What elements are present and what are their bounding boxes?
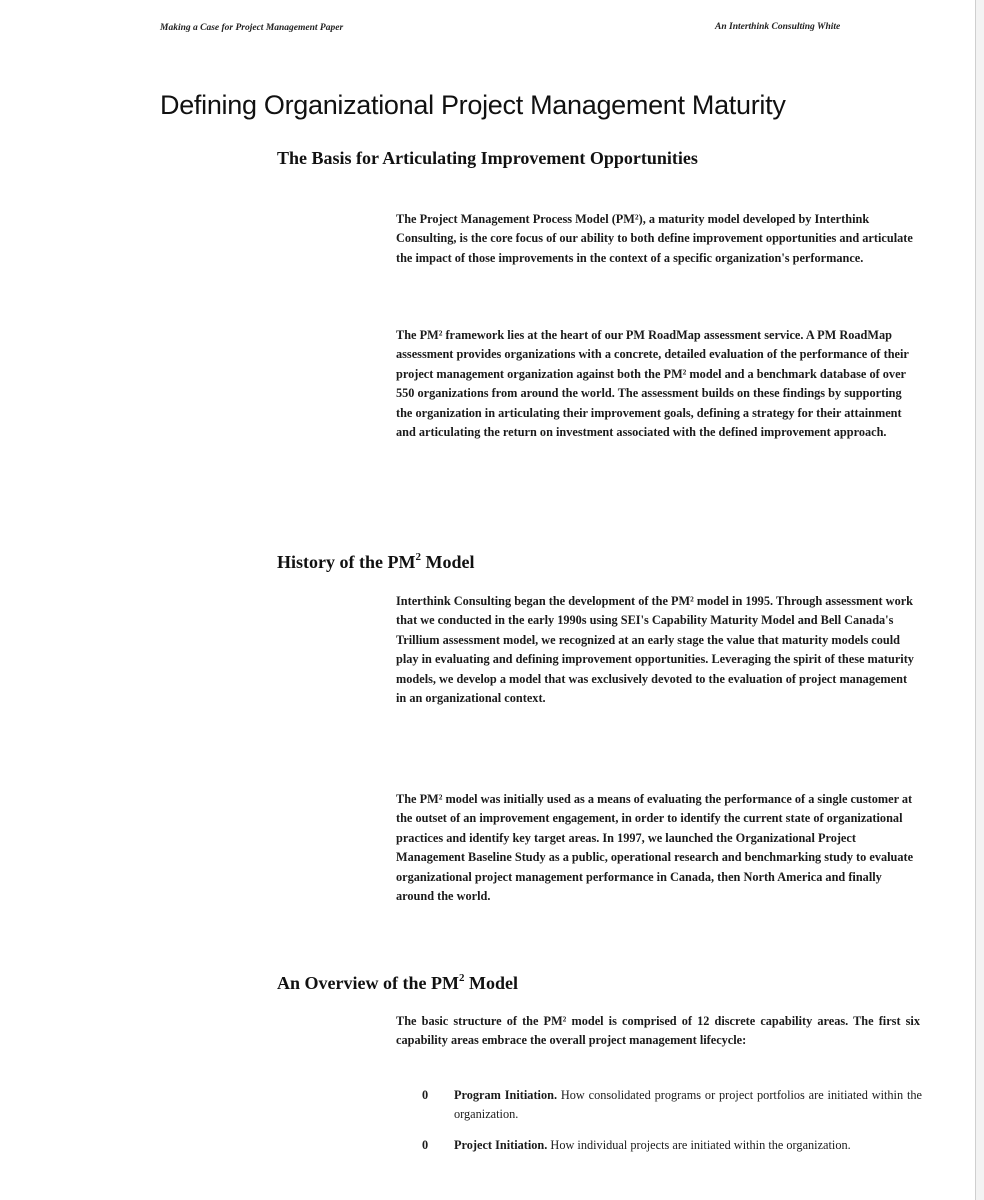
running-header-left: Making a Case for Project Management Paper <box>160 23 344 33</box>
section-heading-overview: An Overview of the $PM^2$ Model <box>277 972 518 993</box>
bullet-term: Program Initiation. <box>454 1088 558 1102</box>
paragraph-history-1: Interthink Consulting began the development of the PM² model in 1995. Through assessment work that we conducted in the early 1990s using SEI's Capability Maturity Model and Bell Canada's Trillium assessment model, we recognized at an early stage the value that maturity models could play in evaluating and defining improvement opportunities. Leveraging the spirit of these maturity models, we develop a model that was exclusively devoted to the evaluation of project management in an organizational context. <box>396 594 914 706</box>
paragraph-basis-1: The Project Management Process Model (PM²), a maturity model developed by Interthink Consulting, is the core focus of our ability to both define improvement opportunities and articulate the impact of those improvements in the context of a specific organization's performance. <box>396 212 913 265</box>
running-header-right: An Interthink Consulting White <box>715 22 841 32</box>
section-heading-history: History of the $PM^2$ Model <box>277 551 475 572</box>
paragraph-history-2: The PM² model was initially used as a means of evaluating the performance of a single customer at the outset of an improvement engagement, in order to identify the current state of organizational practices and identify key target areas. In 1997, we launched the Organizational Project Management Baseline Study as a public, operational research and benchmarking study to evaluate organizational project management performance in Canada, then North America and finally around the world. <box>396 792 914 904</box>
paragraph-basis-2: The PM² framework lies at the heart of our PM RoadMap assessment service. A PM RoadMap assessment provides organizations with a concrete, detailed evaluation of the performance of their project management organization against both the PM² model and a benchmark database of over 550 organizations from around the world. The assessment builds on these findings by supporting the organization in articulating their improvement goals, defining a strategy for their attainment and articulating the return on investment associated with the defined improvement approach. <box>396 328 909 440</box>
section-heading-basis: The Basis for Articulating Improvement Opportunities <box>277 148 698 168</box>
document-title: Defining Organizational Project Management Maturity <box>160 90 786 120</box>
bullet-text: How consolidated programs or project portfolios are initiated within the organization. <box>454 1088 922 1122</box>
bullet-marker: 0 <box>422 1138 429 1152</box>
bullet-term: Project Initiation. <box>454 1138 548 1152</box>
page-right-edge <box>975 0 984 1200</box>
bullet-text: How individual projects are initiated within the organization. <box>547 1138 851 1152</box>
paragraph-overview-1: The basic structure of the PM² model is comprised of 12 discrete capability areas. The first six capability areas embrace the overall project management lifecycle: <box>396 1014 920 1048</box>
bullet-marker: 0 <box>422 1088 429 1102</box>
